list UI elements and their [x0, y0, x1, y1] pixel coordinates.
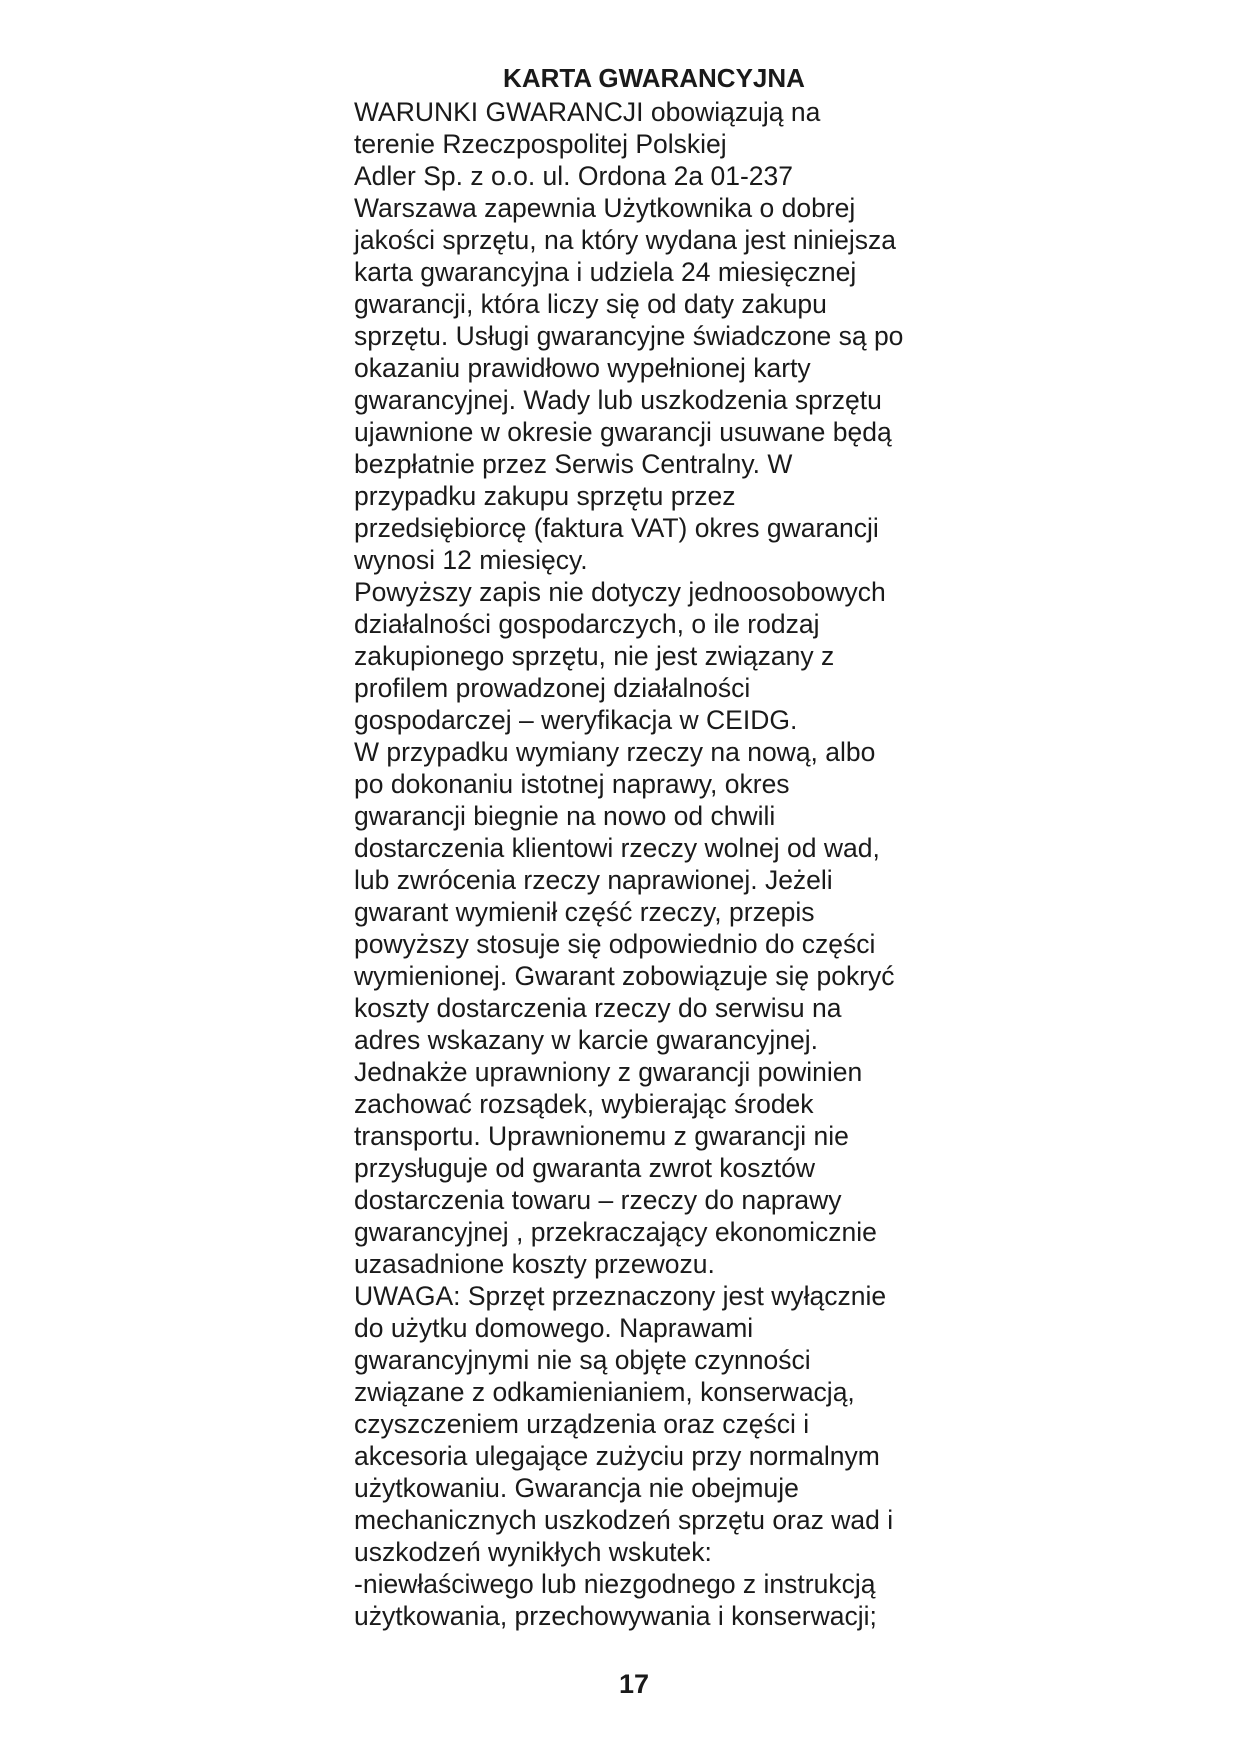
text-line: uszkodzeń wynikłych wskutek: [354, 1537, 712, 1567]
text-line: do użytku domowego. Naprawami [354, 1313, 754, 1343]
text-line: gwarancji biegnie na nowo od chwili [354, 801, 776, 831]
page-title: KARTA GWARANCYJNA [503, 63, 805, 93]
text-line: gwarancyjnej , przekraczający ekonomicznie [354, 1217, 877, 1247]
text-line: gwarant wymienił część rzeczy, przepis [354, 897, 815, 927]
text-line: gwarancyjnymi nie są objęte czynności [354, 1345, 811, 1375]
text-line: przedsiębiorcę (faktura VAT) okres gwarancji [354, 513, 879, 543]
text-line: gospodarczej – weryfikacja w CEIDG. [354, 705, 798, 735]
page-number: 17 [618, 1669, 650, 1699]
warranty-text [354, 96, 974, 1632]
text-line: Adler Sp. z o.o. ul. Ordona 2a 01-237 [354, 161, 793, 191]
text-line: karta gwarancyjna i udziela 24 miesięcznej [354, 257, 857, 287]
text-line: wynosi 12 miesięcy. [354, 545, 588, 575]
text-line: dostarczenia klientowi rzeczy wolnej od wad, [354, 833, 880, 863]
text-line: Powyższy zapis nie dotyczy jednoosobowych [354, 577, 886, 607]
text-line: adres wskazany w karcie gwarancyjnej. [354, 1025, 818, 1055]
text-line: ujawnione w okresie gwarancji usuwane będą [354, 417, 892, 447]
text-line: koszty dostarczenia rzeczy do serwisu na [354, 993, 842, 1023]
text-line: zachować rozsądek, wybierając środek [354, 1089, 814, 1119]
text-line: Jednakże uprawniony z gwarancji powinien [354, 1057, 863, 1087]
text-line: sprzętu. Usługi gwarancyjne świadczone są po [354, 321, 904, 351]
text-line: akcesoria ulegające zużyciu przy normalnym [354, 1441, 880, 1471]
text-line: terenie Rzeczpospolitej Polskiej [354, 129, 727, 159]
text-line: przypadku zakupu sprzętu przez [354, 481, 736, 511]
text-line: gwarancyjnej. Wady lub uszkodzenia sprzętu [354, 385, 882, 415]
text-line: okazaniu prawidłowo wypełnionej karty [354, 353, 811, 383]
text-line: po dokonaniu istotnej naprawy, okres [354, 769, 790, 799]
text-line: Warszawa zapewnia Użytkownika o dobrej [354, 193, 856, 223]
text-line: bezpłatnie przez Serwis Centralny. W [354, 449, 793, 479]
text-line: mechanicznych uszkodzeń sprzętu oraz wad i [354, 1505, 894, 1535]
text-line: gwarancji, która liczy się od daty zakupu [354, 289, 827, 319]
text-line: powyższy stosuje się odpowiednio do części [354, 929, 876, 959]
text-line: użytkowania, przechowywania i konserwacji; [354, 1601, 877, 1631]
text-line: profilem prowadzonej działalności [354, 673, 751, 703]
text-line: przysługuje od gwaranta zwrot kosztów [354, 1153, 816, 1183]
text-line: transportu. Uprawnionemu z gwarancji nie [354, 1121, 849, 1151]
text-line: -niewłaściwego lub niezgodnego z instrukcją [354, 1569, 876, 1599]
text-line: czyszczeniem urządzenia oraz części i [354, 1409, 810, 1439]
text-line: jakości sprzętu, na który wydana jest niniejsza [354, 225, 897, 255]
text-line: UWAGA: Sprzęt przeznaczony jest wyłącznie [354, 1281, 887, 1311]
text-line: działalności gospodarczych, o ile rodzaj [354, 609, 820, 639]
text-line: dostarczenia towaru – rzeczy do naprawy [354, 1185, 842, 1215]
text-line: użytkowaniu. Gwarancja nie obejmuje [354, 1473, 799, 1503]
text-line: W przypadku wymiany rzeczy na nową, albo [354, 737, 876, 767]
text-line: wymienionej. Gwarant zobowiązuje się pokryć [354, 961, 895, 991]
text-line: lub zwrócenia rzeczy naprawionej. Jeżeli [354, 865, 833, 895]
text-line: WARUNKI GWARANCJI obowiązują na [354, 97, 821, 127]
text-line: uzasadnione koszty przewozu. [354, 1249, 715, 1279]
text-line: związane z odkamienianiem, konserwacją, [354, 1377, 855, 1407]
text-line: zakupionego sprzętu, nie jest związany z [354, 641, 835, 671]
